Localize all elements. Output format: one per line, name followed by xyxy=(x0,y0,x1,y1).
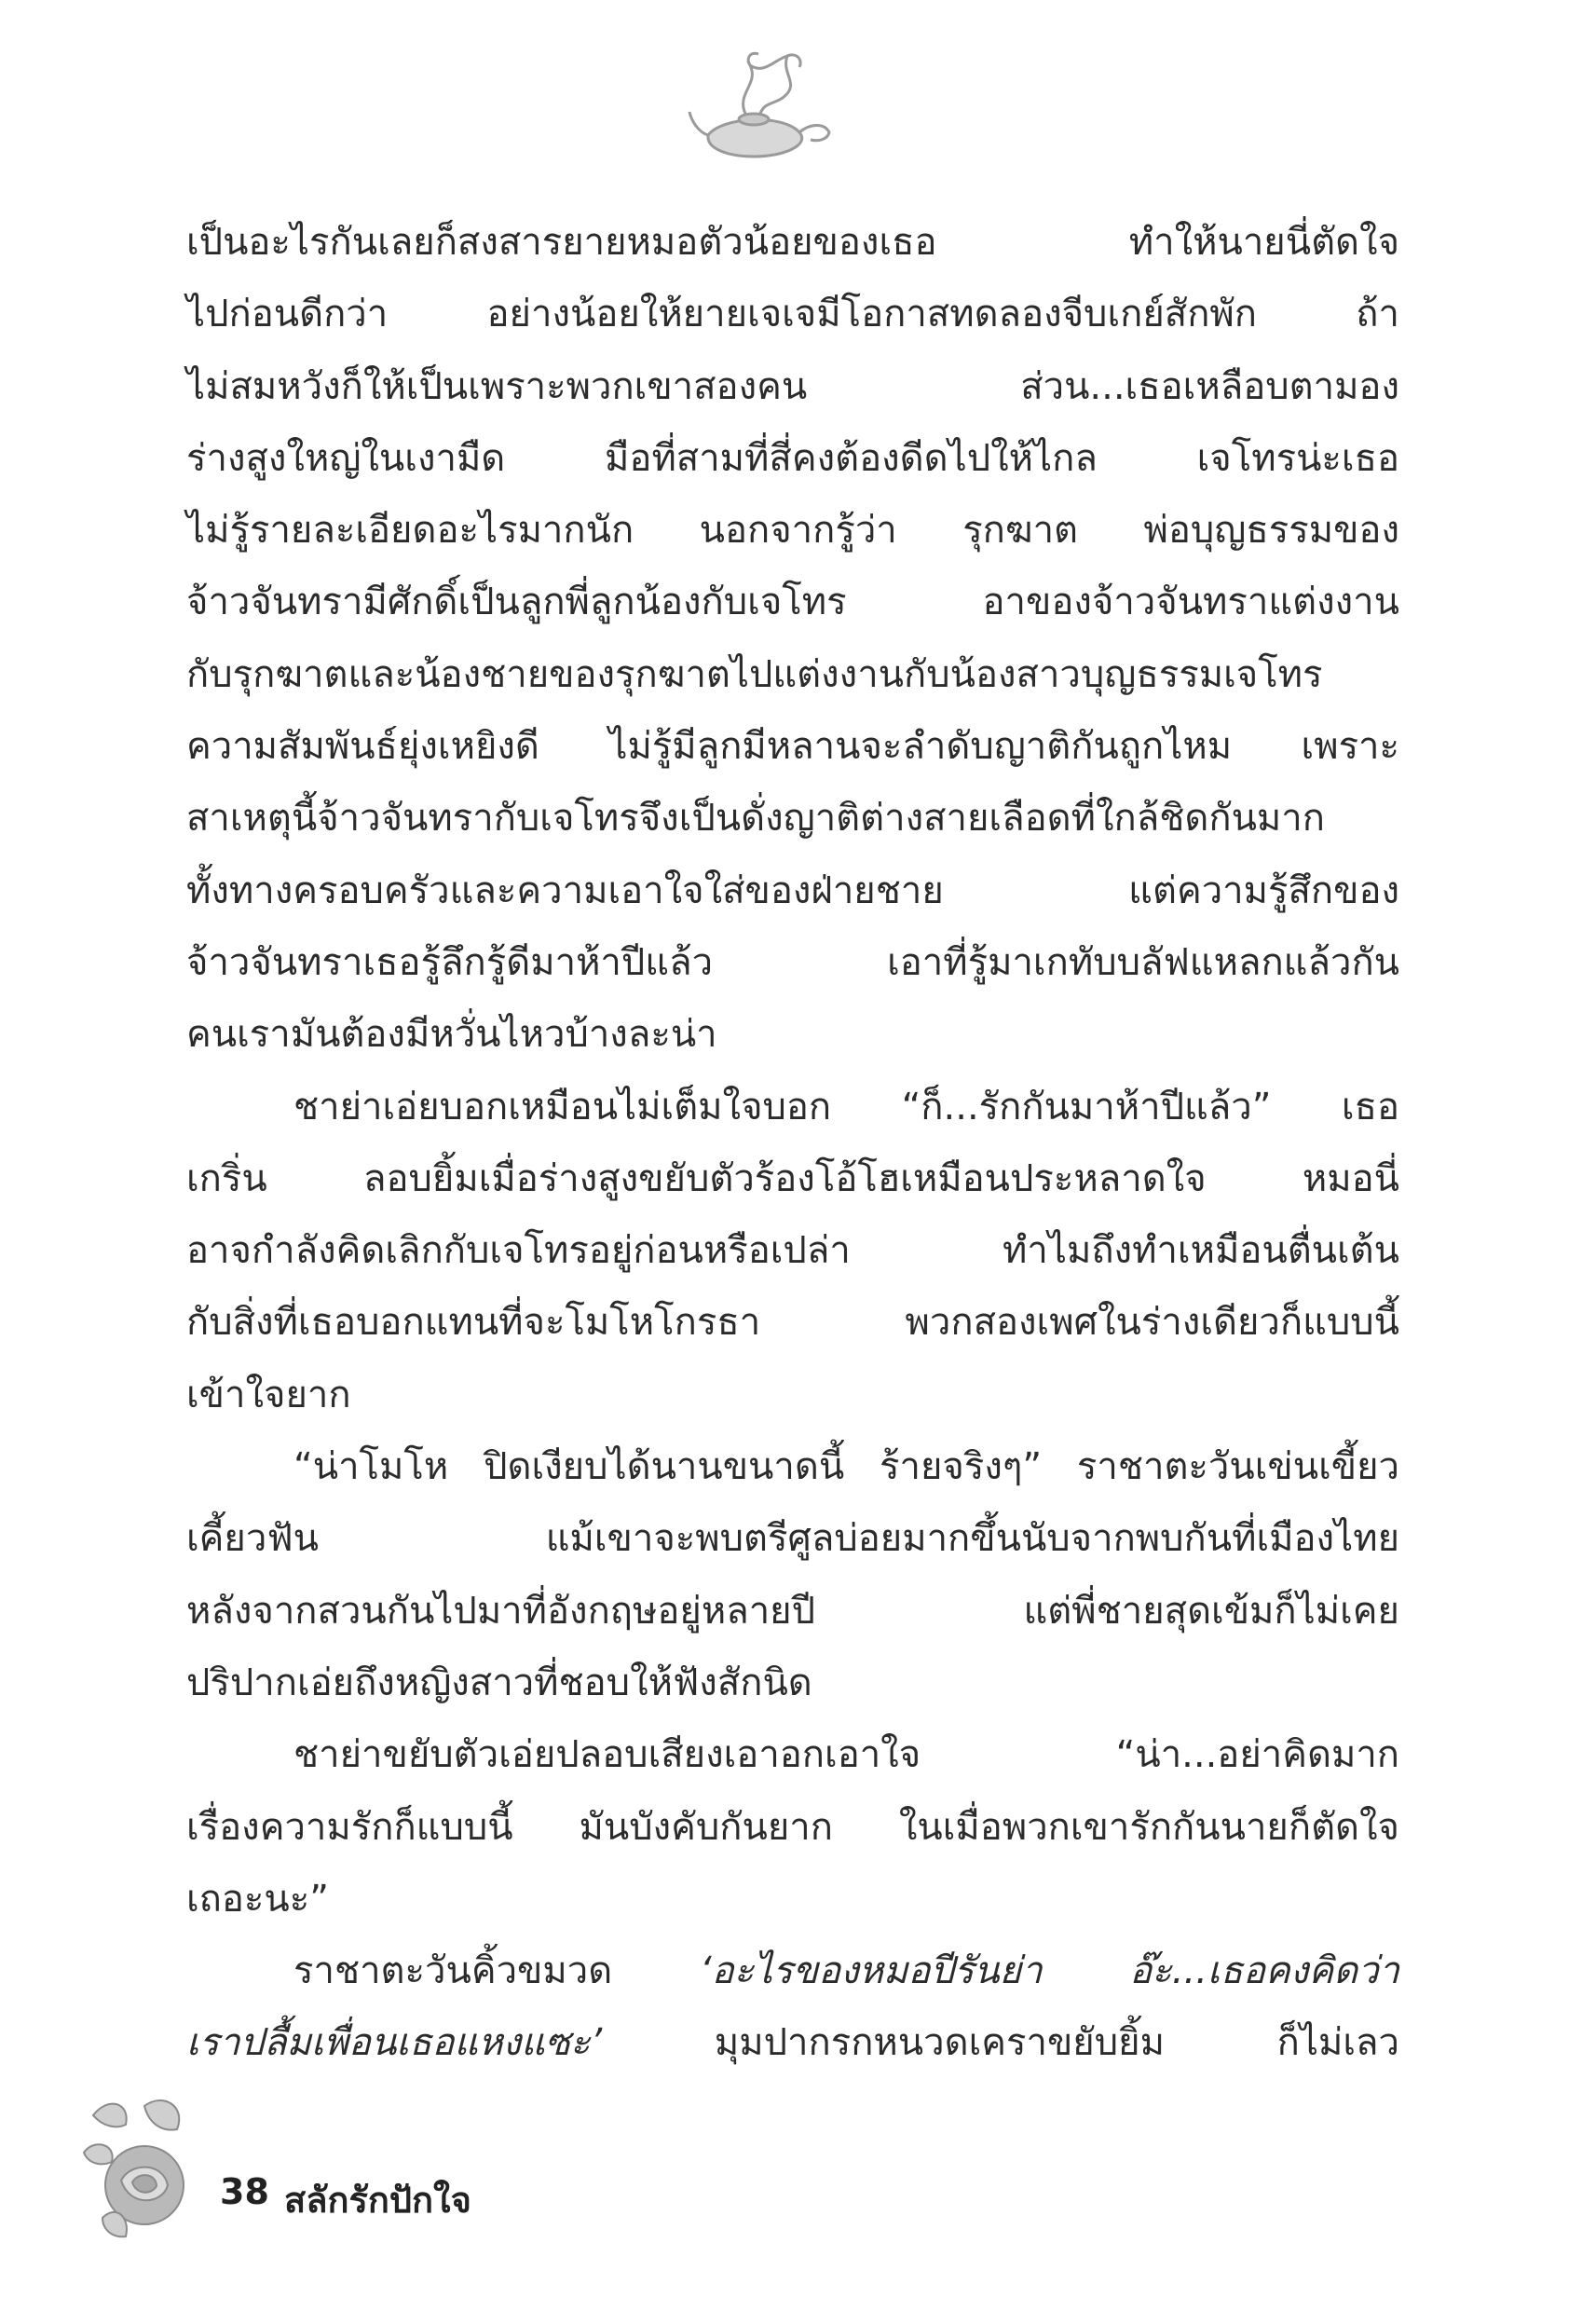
text-line: เถอะนะ” xyxy=(186,1877,329,1921)
text-line: กับรุกฆาตและน้องชายของรุกฆาตไปแต่งงานกับน้องสาวบุญธรรมเจโทร xyxy=(186,652,1323,696)
text-line xyxy=(186,1935,1399,2007)
text-segment: มุมปากรกหนวดเคราขยับยิ้ม ก็ไม่เลว xyxy=(602,2021,1399,2065)
page-footer xyxy=(0,2078,745,2264)
text-line: คนเรามันต้องมีหวั่นไหวบ้างละน่า xyxy=(186,1013,717,1057)
page-text xyxy=(186,207,1399,2080)
paragraph xyxy=(186,1072,1399,1431)
text-line: ชาย่าเอ่ยบอกเหมือนไม่เต็มใจบอก “ก็...รักกันมาห้าปีแล้ว” เธอ xyxy=(293,1085,1399,1128)
text-line: เกริ่น ลอบยิ้มเมื่อร่างสูงขยับตัวร้องโอ้โฮเหมือนประหลาดใจ หมอนี่ xyxy=(186,1156,1399,1200)
text-line: อาจกำลังคิดเลิกกับเจโทรอยู่ก่อนหรือเปล่า ทำไมถึงทำเหมือนตื่นเต้น xyxy=(186,1229,1399,1273)
text-line xyxy=(186,2007,1399,2079)
text-line: กับสิ่งที่เธอบอกแทนที่จะโมโหโกรธา พวกสองเพศในร่างเดียวก็แบบนี้ xyxy=(186,1301,1399,1345)
text-line: เข้าใจยาก xyxy=(186,1373,351,1416)
text-segment: ราชาตะวันคิ้วขมวด xyxy=(293,1949,700,1993)
text-line: ไม่สมหวังก็ให้เป็นเพราะพวกเขาสองคน ส่วน...เธอเหลือบตามอง xyxy=(186,364,1399,408)
text-line: “น่าโมโห ปิดเงียบได้นานขนาดนี้ ร้ายจริงๆ” ราชาตะวันเข่นเขี้ยว xyxy=(293,1445,1399,1489)
text-line: เรื่องความรักก็แบบนี้ มันบังคับกันยาก ในเมื่อพวกเขารักกันนายก็ตัดใจ xyxy=(186,1805,1399,1849)
italic-segment: เราปลื้มเพื่อนเธอแหงแซะ’ xyxy=(186,2021,603,2065)
italic-segment: ‘อะไรของหมอปีรันย่า อ๊ะ...เธอคงคิดว่า xyxy=(699,1949,1399,1993)
paragraph xyxy=(186,207,1399,1072)
text-line: จ้าวจันทราเธอรู้ลึกรู้ดีมาห้าปีแล้ว เอาที่รู้มาเกทับบลัฟแหลกแล้วกัน xyxy=(186,940,1399,984)
paragraph xyxy=(186,1431,1399,1719)
text-line: จ้าวจันทรามีศักดิ์เป็นลูกพี่ลูกน้องกับเจโทร อาของจ้าวจันทราแต่งงาน xyxy=(186,581,1399,624)
genie-lamp-icon xyxy=(671,47,848,168)
paragraph xyxy=(186,1935,1399,2080)
page-number: 38 xyxy=(220,2171,269,2212)
text-line: ไม่รู้รายละเอียดอะไรมากนัก นอกจากรู้ว่า รุกฆาต พ่อบุญธรรมของ xyxy=(186,509,1399,553)
text-line: เคี้ยวฟัน แม้เขาจะพบตรีศูลบ่อยมากขึ้นนับจากพบกันที่เมืองไทย xyxy=(186,1517,1399,1561)
rose-icon xyxy=(75,2087,205,2246)
text-line: ชาย่าขยับตัวเอ่ยปลอบเสียงเอาอกเอาใจ “น่า...อย่าคิดมาก xyxy=(293,1733,1399,1777)
text-line: หลังจากสวนกันไปมาที่อังกฤษอยู่หลายปี แต่พี่ชายสุดเข้มก็ไม่เคย xyxy=(186,1589,1399,1633)
text-line: ร่างสูงใหญ่ในเงามืด มือที่สามที่สี่คงต้องดีดไปให้ไกล เจโทรน่ะเธอ xyxy=(186,436,1399,480)
paragraph xyxy=(186,1719,1399,1935)
book-title: สลักรักปักใจ xyxy=(284,2180,471,2221)
text-line: เป็นอะไรกันเลยก็สงสารยายหมอตัวน้อยของเธอ ทำให้นายนี่ตัดใจ xyxy=(186,221,1399,264)
text-line: ปริปากเอ่ยถึงหญิงสาวที่ชอบให้ฟังสักนิด xyxy=(186,1661,812,1704)
text-line: สาเหตุนี้จ้าวจันทรากับเจโทรจึงเป็นดั่งญาติต่างสายเลือดที่ใกล้ชิดกันมาก xyxy=(186,797,1325,841)
text-line: ไปก่อนดีกว่า อย่างน้อยให้ยายเจเจมีโอกาสทดลองจีบเกย์สักพัก ถ้า xyxy=(186,293,1399,336)
text-line: ความสัมพันธ์ยุ่งเหยิงดี ไม่รู้มีลูกมีหลานจะลำดับญาติกันถูกไหม เพราะ xyxy=(186,725,1399,769)
text-line: ทั้งทางครอบครัวและความเอาใจใส่ของฝ่ายชาย แต่ความรู้สึกของ xyxy=(186,868,1399,912)
